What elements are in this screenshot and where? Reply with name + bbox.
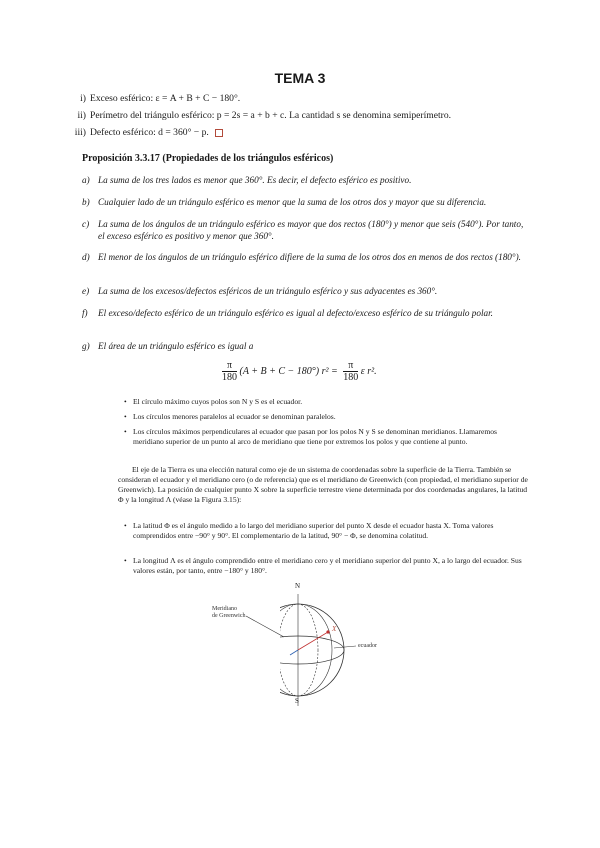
definition-label: ii) <box>77 110 86 121</box>
page-title: TEMA 3 <box>274 70 326 86</box>
equator-pointer-line <box>334 646 356 648</box>
greenwich-pointer <box>244 612 304 642</box>
definition-item <box>66 127 223 139</box>
greenwich-label <box>212 606 245 620</box>
formula-denominator: 180 <box>343 372 359 383</box>
formula-right: ε r². <box>360 366 377 377</box>
equator-pointer <box>334 642 358 652</box>
property-text: Cualquier lado de un triángulo esférico es menor que la suma de los otros dos y mayor que su diferencia. <box>98 197 487 207</box>
property-text: El menor de los ángulos de un triángulo esférico difiere de la suma de los otros dos en menos de dos rectos (180°). <box>98 252 521 262</box>
formula-left: (A + B + C − 180°) r² = <box>239 366 338 377</box>
bullet-item <box>124 427 528 447</box>
bullet-text: La longitud Λ es el ángulo comprendido entre el meridiano cero y el meridiano superior del punto X, a lo largo del ecuador. Sus valores están, por tanto, entre −180° y 180°. <box>133 556 522 575</box>
definition-label: iii) <box>74 127 86 138</box>
bullet-text: El círculo máximo cuyos polos son N y S es el ecuador. <box>133 397 303 406</box>
bullet-item <box>124 412 528 422</box>
property-text: El exceso/defecto esférico de un triángulo esférico es igual al defecto/exceso esférico de su triángulo polar. <box>98 308 493 318</box>
property-label: b) <box>82 197 90 207</box>
definition-text: Exceso esférico: ε = A + B + C − 180°. <box>90 93 241 104</box>
bullet-text: Los círculos menores paralelos al ecuador se denominan paralelos. <box>133 412 336 421</box>
south-label: S <box>295 697 299 705</box>
formula-denominator: 180 <box>222 372 237 383</box>
property-label: f) <box>82 308 88 318</box>
bullet-text: La latitud Φ es el ángulo medido a lo largo del meridiano superior del punto X desde el ecuador hasta X. Toma valores comprendidos entre −90° y 90°. El complementario de la latitud, 90° − Φ, se denomina colatitud. <box>133 521 494 540</box>
property-label: c) <box>82 219 90 229</box>
proposition-heading: Proposición 3.3.17 (Propiedades de los triángulos esféricos) <box>82 153 334 164</box>
definition-text: Defecto esférico: d = 360° − p. <box>90 127 209 138</box>
area-formula <box>222 360 377 383</box>
definition-label: i) <box>80 93 86 104</box>
property-text: El área de un triángulo esférico es igual a <box>98 341 254 351</box>
property-text: La suma de los excesos/defectos esféricos de un triángulo esférico y sus adyacentes es 360°. <box>98 286 438 296</box>
bullet-icon: • <box>124 556 127 565</box>
property-item <box>82 340 527 352</box>
property-text: La suma de los ángulos de un triángulo esférico es mayor que dos rectos (180°) y menor que seis (540°). Por tanto, el exceso esférico es positivo y menor que 360°. <box>98 219 524 241</box>
bullet-icon: • <box>124 427 127 436</box>
property-label: a) <box>82 175 90 185</box>
bullet-item <box>124 397 528 407</box>
property-label: e) <box>82 286 90 296</box>
definition-text: Perímetro del triángulo esférico: p = 2s = a + b + c. La cantidad s se denomina semiperímetro. <box>90 110 452 121</box>
property-item <box>82 196 527 208</box>
property-label: d) <box>82 252 90 262</box>
property-text: La suma de los tres lados es menor que 360°. Es decir, el defecto esférico es positivo. <box>98 175 412 185</box>
bullet-text: Los círculos máximos perpendiculares al ecuador que pasan por los polos N y S se denominan meridianos. Llamaremos meridiano superior de un punto al arco de meridiano que tiene por extremos los polos y que contiene al punto. <box>133 427 497 446</box>
formula-pi: π <box>343 360 358 372</box>
property-item <box>82 285 527 297</box>
formula-pi: π <box>222 360 237 372</box>
bullet-icon: • <box>124 521 127 530</box>
property-item <box>82 174 527 186</box>
point-x-label: X <box>332 625 337 633</box>
property-label: g) <box>82 341 90 351</box>
qed-square-icon <box>215 129 223 137</box>
property-item <box>82 218 527 242</box>
definition-item <box>66 110 451 122</box>
point-x-marker <box>326 630 329 633</box>
bullet-item <box>124 521 528 541</box>
north-label: N <box>295 582 301 590</box>
bullet-icon: • <box>124 412 127 421</box>
greenwich-label-line2: de Greenwich <box>212 613 246 619</box>
definition-item <box>66 93 240 105</box>
bullet-item <box>124 556 528 576</box>
greenwich-pointer-line <box>246 616 284 637</box>
greenwich-label-line1: Meridiano <box>212 606 237 612</box>
property-item <box>82 251 527 263</box>
body-paragraph: El eje de la Tierra es una elección natural como eje de un sistema de coordenadas sobre la superficie de la Tierra. También se consideran el ecuador y el meridiano cero (o de referencia) que es el meridiano de Greenwich (con propiedad, el meridiano superior de Greenwich). La posición de cualquier punto X sobre la superficie terrestre viene determinada por dos coordenadas angulares, la latitud Φ y la longitud Λ (véase la Figura 3.15): <box>118 465 528 504</box>
longitude-angle-line <box>290 650 298 655</box>
equator-label: ecuador <box>358 643 377 649</box>
bullet-icon: • <box>124 397 127 406</box>
property-item <box>82 307 527 319</box>
